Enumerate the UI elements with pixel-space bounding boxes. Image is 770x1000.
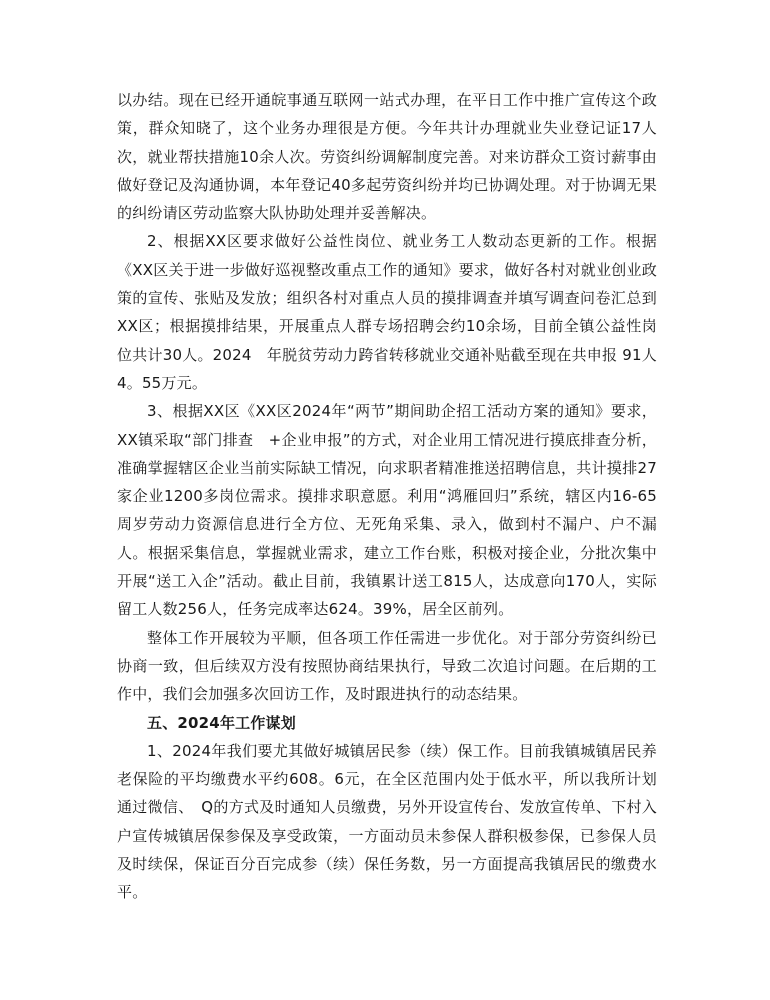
section-heading-2024-plan: 五、2024年工作谋划	[147, 713, 296, 732]
paragraph-pension-insurance: 1、2024年我们要尤其做好城镇居民参（续）保工作。目前我镇城镇居民养老保险的平均缴费水平约608。6元，在全区范围内处于低水平，所以我所计划通过微信、 Q的方式及时通知人员缴费，另外开设宣传台、发放宣传单、下村入户宣传城镇居保参保及享受政策，一方面动员未参保人群积极参保，已参保人员及时续保，保证百分百完成参（续）保任务数，另一方面提高我镇居民的缴费水平。	[117, 741, 657, 902]
paragraph-public-welfare-posts: 2、根据XX区要求做好公益性岗位、就业务工人数动态更新的工作。根据《XX区关于进一步做好巡视整改重点工作的通知》要求，做好各村对就业创业政策的宣传、张贴及发放；组织各村对重点人员的摸排调查并填写调查问卷汇总到XX区；根据摸排结果，开展重点人群专场招聘会约10余场，目前全镇公益性岗位共计30人。2024 年脱贫劳动力跨省转移就业交通补贴截至现在共申报 91人 4。55万元。	[117, 232, 657, 392]
paragraph-labor-disputes: 以办结。现在已经开通皖事通互联网一站式办理，在平日工作中推广宣传这个政策，群众知晓了，这个业务办理很是方便。今年共计办理就业失业登记证17人次，就业帮扶措施10余人次。劳资纠纷调解制度完善。对来访群众工资讨薪事由做好登记及沟通协调，本年登记40多起劳资纠纷并均已协调处理。对于协调无果的纠纷请区劳动监察大队协助处理并妥善解决。	[117, 91, 657, 223]
document-body	[117, 86, 657, 907]
paragraph-recruitment-campaign: 3、根据XX区《XX区2024年“两节”期间助企招工活动方案的通知》要求，XX镇采取“部门排查 +企业申报”的方式，对企业用工情况进行摸底排查分析，准确掌握辖区企业当前实际缺工情况，向求职者精准推送招聘信息，共计摸排27家企业1200多岗位需求。摸排求职意愿。利用“鸿雁回归”系统，辖区内16-65周岁劳动力资源信息进行全方位、无死角采集、录入，做到村不漏户、户不漏人。根据采集信息，掌握就业需求，建立工作台账，积极对接企业，分批次集中开展“送工入企”活动。截止目前，我镇累计送工815人，达成意向170人，实际留工人数256人，任务完成率达624。39%，居全区前列。	[117, 402, 657, 619]
paragraph-overall-summary: 整体工作开展较为平顺，但各项工作任需进一步优化。对于部分劳资纠纷已协商一致，但后续双方没有按照协商结果执行，导致二次追讨问题。在后期的工作中，我们会加强多次回访工作，及时跟进执行的动态结果。	[117, 628, 657, 704]
